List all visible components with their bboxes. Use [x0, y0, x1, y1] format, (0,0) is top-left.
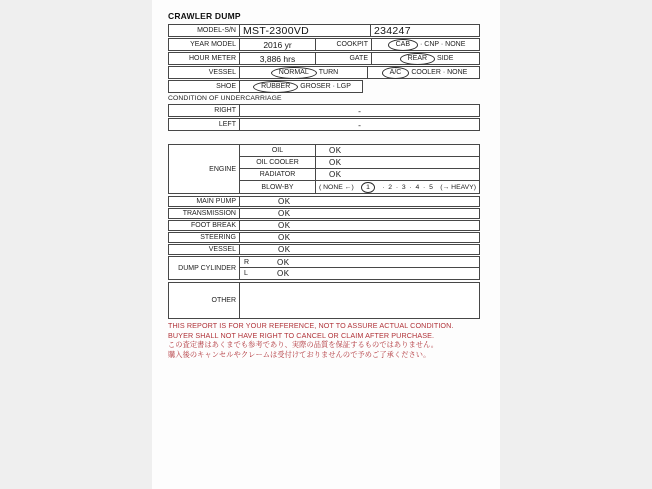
dump-left-side-label: L — [244, 270, 248, 277]
shoe-label: SHOE — [169, 81, 240, 92]
serial-value: 234247 — [374, 24, 411, 37]
year-model-label: YEAR MODEL — [169, 39, 240, 50]
vessel-condition-value: OK — [278, 245, 291, 254]
undercarriage-row-right — [168, 104, 480, 117]
ac-other-options: COOLER · NONE — [411, 69, 468, 76]
steering-label: STEERING — [169, 233, 240, 242]
document-page — [152, 0, 500, 489]
main-pump-label: MAIN PUMP — [169, 197, 240, 206]
checklist-row-steering — [168, 232, 480, 243]
cockpit-label: COOKPIT — [316, 39, 372, 50]
condition-checklist — [168, 144, 480, 320]
foot-break-value: OK — [278, 221, 291, 230]
page-title: CRAWLER DUMP — [168, 11, 241, 21]
dump-right-side-label: R — [244, 258, 250, 266]
foot-break-label: FOOT BREAK — [169, 221, 240, 230]
engine-row-oil-cooler — [240, 157, 479, 169]
spec-row-shoe — [168, 80, 363, 93]
checklist-row-foot-break — [168, 220, 480, 231]
engine-label: ENGINE — [169, 145, 240, 193]
cockpit-options — [372, 39, 479, 50]
cockpit-selected-circle: CAB — [388, 39, 418, 51]
steering-value: OK — [278, 233, 291, 242]
disclaimer-line-3: この査定書はあくまでも参考であり、実際の品質を保証するものではありません。 — [168, 340, 439, 349]
other-block — [168, 282, 480, 319]
ac-options — [368, 67, 479, 78]
spec-row-year — [168, 38, 480, 51]
shoe-selected-circle: RUBBER — [253, 81, 298, 93]
gate-options — [372, 53, 479, 64]
oil-label: OIL — [240, 145, 316, 156]
other-value — [240, 283, 479, 318]
spec-table — [168, 24, 480, 94]
dump-cylinder-row-right — [240, 257, 479, 268]
left-label: LEFT — [169, 119, 240, 130]
transmission-value: OK — [278, 209, 291, 218]
undercarriage-row-left — [168, 118, 480, 131]
blowby-selected-circle: 1 — [361, 182, 375, 193]
dump-cylinder-block — [168, 256, 480, 280]
checklist-row-transmission — [168, 208, 480, 219]
dump-left-value: OK — [277, 269, 290, 278]
dump-cylinder-label: DUMP CYLINDER — [169, 257, 240, 279]
gate-selected-circle: REAR — [400, 53, 435, 65]
spec-row-model — [168, 24, 480, 37]
vessel-options — [240, 67, 368, 78]
cockpit-other-options: · CNP · NONE — [420, 41, 466, 48]
hour-meter-label: HOUR METER — [169, 53, 240, 64]
model-value: MST-2300VD — [240, 25, 371, 36]
vessel-condition-label: VESSEL — [169, 245, 240, 254]
year-model-value: 2016 yr — [240, 39, 316, 50]
engine-row-blowby — [240, 181, 479, 193]
oil-cooler-value: OK — [329, 158, 342, 167]
shoe-other-options: GROSER · LGP — [300, 83, 351, 90]
dump-right-value: OK — [277, 257, 290, 267]
left-value: - — [358, 119, 361, 130]
shoe-options — [240, 81, 362, 92]
spec-row-vessel — [168, 66, 480, 79]
engine-block — [168, 144, 480, 194]
blowby-scale-numbers: · 2 · 3 · 4 · 5 — [382, 183, 433, 191]
disclaimer — [168, 321, 488, 359]
disclaimer-line-4: 購入後のキャンセルやクレームは受付けておりませんので予めご了承ください。 — [168, 349, 431, 359]
vessel-label: VESSEL — [169, 67, 240, 78]
ac-selected-circle: A/C — [382, 67, 410, 79]
right-label: RIGHT — [169, 105, 240, 116]
undercarriage-table — [168, 104, 480, 132]
disclaimer-line-1: THIS REPORT IS FOR YOUR REFERENCE, NOT TO ASSURE ACTUAL CONDITION. — [168, 321, 454, 330]
hour-meter-value: 3,886 hrs — [240, 53, 316, 64]
vessel-other-options: TURN — [318, 69, 339, 76]
checklist-row-main-pump — [168, 196, 480, 207]
spec-row-hours — [168, 52, 480, 65]
oil-value: OK — [329, 146, 342, 155]
transmission-label: TRANSMISSION — [169, 209, 240, 218]
radiator-label: RADIATOR — [240, 169, 316, 180]
other-label: OTHER — [169, 283, 240, 318]
blowby-scale — [316, 181, 479, 193]
model-sn-label: MODEL-S/N — [169, 25, 240, 36]
blowby-label: BLOW-BY — [240, 181, 316, 193]
dump-cylinder-rows — [240, 257, 479, 279]
engine-rows — [240, 145, 479, 193]
main-pump-value: OK — [278, 197, 291, 206]
undercarriage-section-title: CONDITION OF UNDERCARRIAGE — [168, 95, 282, 102]
oil-cooler-label: OIL COOLER — [240, 157, 316, 168]
blowby-heavy-end: (→ HEAVY) — [440, 183, 476, 191]
checklist-row-vessel — [168, 244, 480, 255]
engine-row-radiator — [240, 169, 479, 181]
gate-other-options: SIDE — [437, 55, 454, 62]
blowby-none-end: ( NONE ←) — [319, 183, 354, 191]
engine-row-oil — [240, 145, 479, 157]
dump-cylinder-row-left — [240, 268, 479, 279]
vessel-selected-circle: NORMAL — [271, 67, 317, 79]
radiator-value: OK — [329, 170, 342, 179]
gate-label: GATE — [316, 53, 372, 64]
disclaimer-line-2: BUYER SHALL NOT HAVE RIGHT TO CANCEL OR CLAIM AFTER PURCHASE. — [168, 330, 435, 340]
right-value: - — [358, 105, 361, 116]
